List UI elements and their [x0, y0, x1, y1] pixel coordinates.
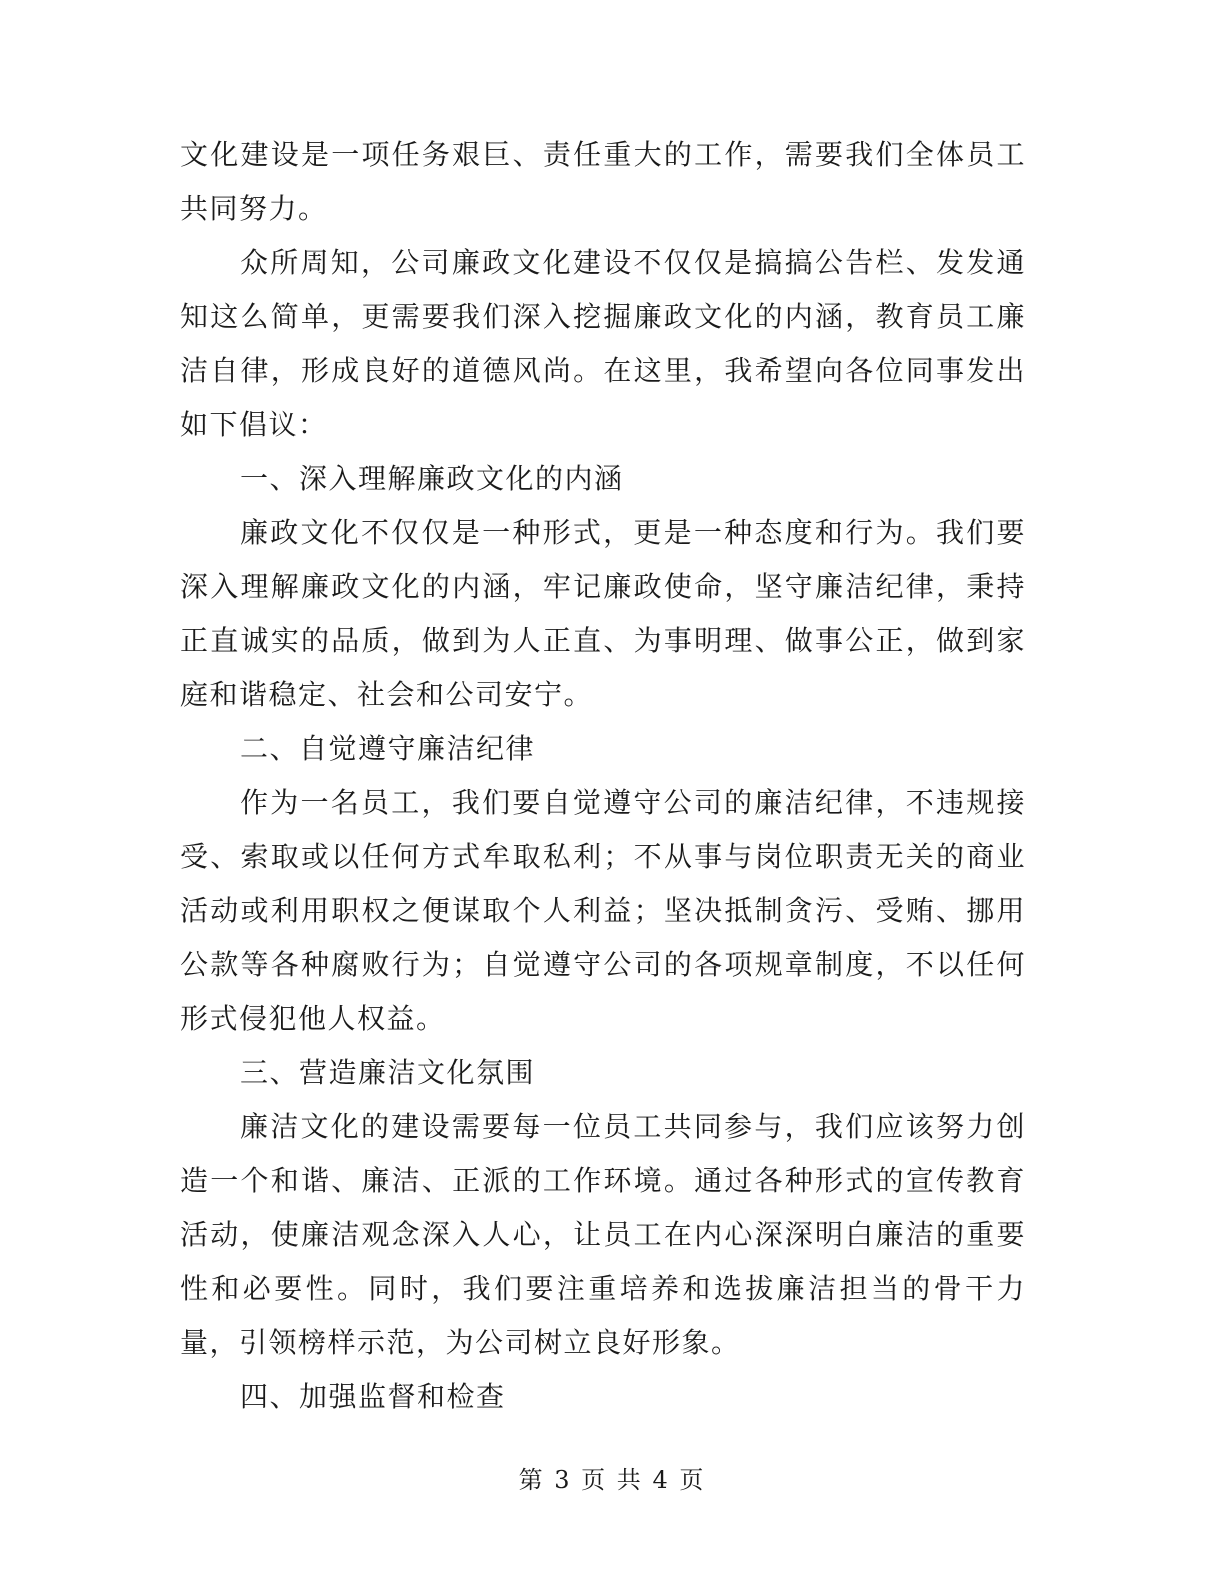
paragraph-intro-continuation: 文化建设是一项任务艰巨、责任重大的工作，需要我们全体员工共同努力。 [180, 138, 1026, 225]
page-number-footer: 第 3 页 共 4 页 [518, 1466, 706, 1494]
paragraph-section-3: 廉洁文化的建设需要每一位员工共同参与，我们应该努力创造一个和谐、廉洁、正派的工作环境。通过各种形式的宣传教育活动，使廉洁观念深入人心，让员工在内心深深明白廉洁的重要性和必要性。同时，我们要注重培养和选拔廉洁担当的骨干力量，引领榜样示范，为公司树立良好形象。 [180, 1110, 1026, 1359]
paragraph-proposal-intro: 众所周知，公司廉政文化建设不仅仅是搞搞公告栏、发发通知这么简单，更需要我们深入挖掘廉政文化的内涵，教育员工廉洁自律，形成良好的道德风尚。在这里，我希望向各位同事发出如下倡议： [180, 246, 1026, 441]
paragraph-section-2: 作为一名员工，我们要自觉遵守公司的廉洁纪律，不违规接受、索取或以任何方式牟取私利；不从事与岗位职责无关的商业活动或利用职权之便谋取个人利益；坚决抵制贪污、受贿、挪用公款等各种腐败行为；自觉遵守公司的各项规章制度，不以任何形式侵犯他人权益。 [180, 786, 1026, 1035]
paragraph-section-1: 廉政文化不仅仅是一种形式，更是一种态度和行为。我们要深入理解廉政文化的内涵，牢记廉政使命，坚守廉洁纪律，秉持正直诚实的品质，做到为人正直、为事明理、做事公正，做到家庭和谐稳定、社会和公司安宁。 [180, 516, 1026, 711]
section-heading-4: 四、加强监督和检查 [240, 1380, 506, 1413]
document-body [180, 128, 1026, 1424]
section-heading-2: 二、自觉遵守廉洁纪律 [240, 732, 536, 765]
section-heading-3: 三、营造廉洁文化氛围 [240, 1056, 536, 1089]
section-heading-1: 一、深入理解廉政文化的内涵 [240, 462, 624, 495]
